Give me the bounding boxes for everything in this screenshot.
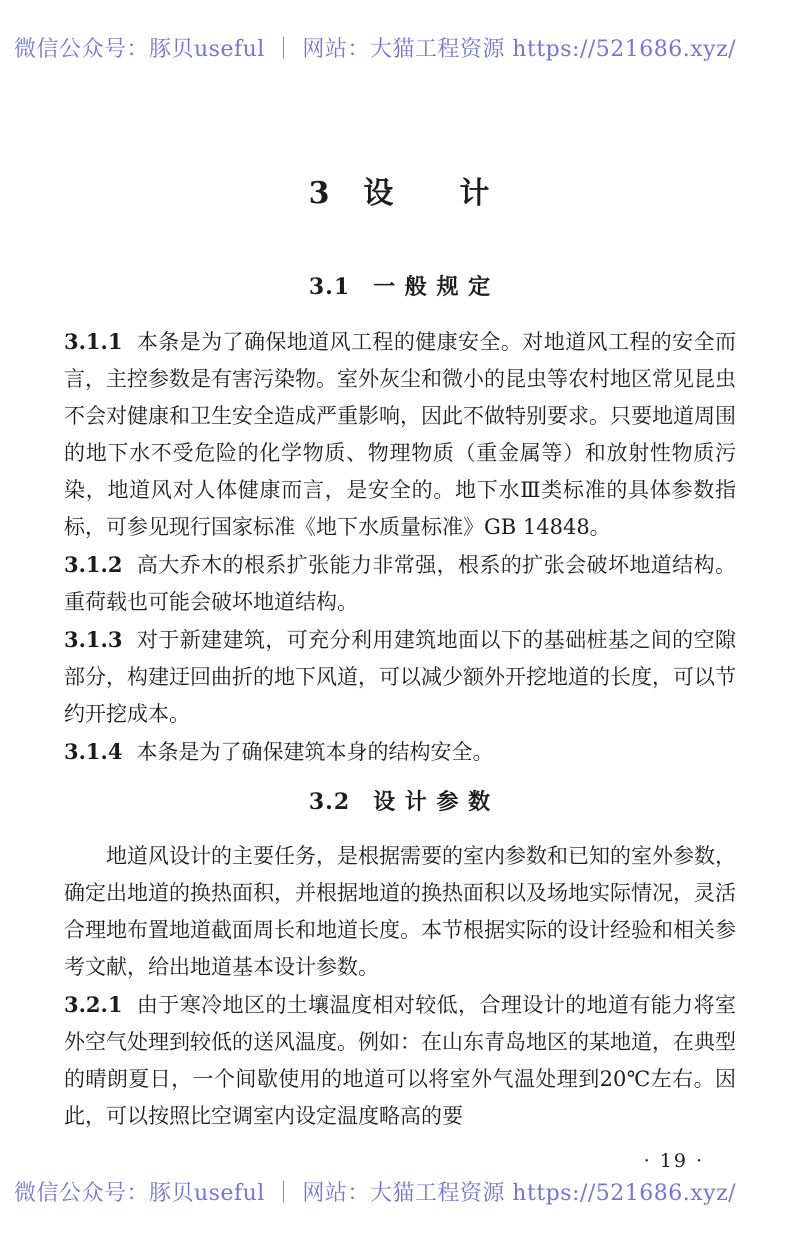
page-number: · 19 · [643,1150,704,1172]
section-3-2-intro-paragraph: 地道风设计的主要任务，是根据需要的室内参数和已知的室外参数，确定出地道的换热面积，并根据地道的换热面积以及场地实际情况，灵活合理地布置地道截面周长和地道长度。本节根据实际的设计经验和相关参考文献，给出地道基本设计参数。 [64,844,736,979]
paragraph-3-1-2 [64,546,736,621]
paragraph-text: 由于寒冷地区的土壤温度相对较低，合理设计的地道有能力将室外空气处理到较低的送风温度。例如：在山东青岛地区的某地道，在典型的晴朗夏日，一个间歇使用的地道可以将室外气温处理到20℃左右。因此，可以按照比空调室内设定温度略高的要 [64,993,736,1128]
footer-watermark: 微信公众号：豚贝useful ｜ 网站：大猫工程资源 https://521686.xyz/ [14,1181,737,1206]
paragraph-number: 3.2.1 [64,992,123,1017]
header-watermark: 微信公众号：豚贝useful ｜ 网站：大猫工程资源 https://521686.xyz/ [14,37,737,62]
section-heading-3-1: 3.1 一 般 规 定 [308,274,492,300]
paragraph-number: 3.1.1 [64,329,123,354]
paragraph-3-2-1 [64,986,736,1135]
paragraph-number: 3.1.4 [64,739,123,764]
page-content [64,150,736,1135]
paragraph-number: 3.1.2 [64,552,123,577]
paragraph-text: 本条是为了确保建筑本身的结构安全。 [136,740,494,764]
paragraph-3-1-1 [64,323,736,546]
chapter-title: 3 设 计 [308,176,492,211]
paragraph-text: 高大乔木的根系扩张能力非常强，根系的扩张会破坏地道结构。重荷载也可能会破坏地道结构。 [64,553,736,614]
paragraph-3-1-4 [64,733,736,771]
paragraph-text: 对于新建建筑，可充分利用建筑地面以下的基础桩基之间的空隙部分，构建迂回曲折的地下风道，可以减少额外开挖地道的长度，可以节约开挖成本。 [64,628,736,726]
section-heading-3-2: 3.2 设 计 参 数 [308,789,492,815]
paragraph-number: 3.1.3 [64,627,123,652]
paragraph-text: 本条是为了确保地道风工程的健康安全。对地道风工程的安全而言，主控参数是有害污染物。室外灰尘和微小的昆虫等农村地区常见昆虫不会对健康和卫生安全造成严重影响，因此不做特别要求。只要地道周围的地下水不受危险的化学物质、物理物质（重金属等）和放射性物质污染，地道风对人体健康而言，是安全的。地下水Ⅲ类标准的具体参数指标，可参见现行国家标准《地下水质量标准》GB 14848。 [64,330,736,539]
paragraph-3-1-3 [64,621,736,733]
